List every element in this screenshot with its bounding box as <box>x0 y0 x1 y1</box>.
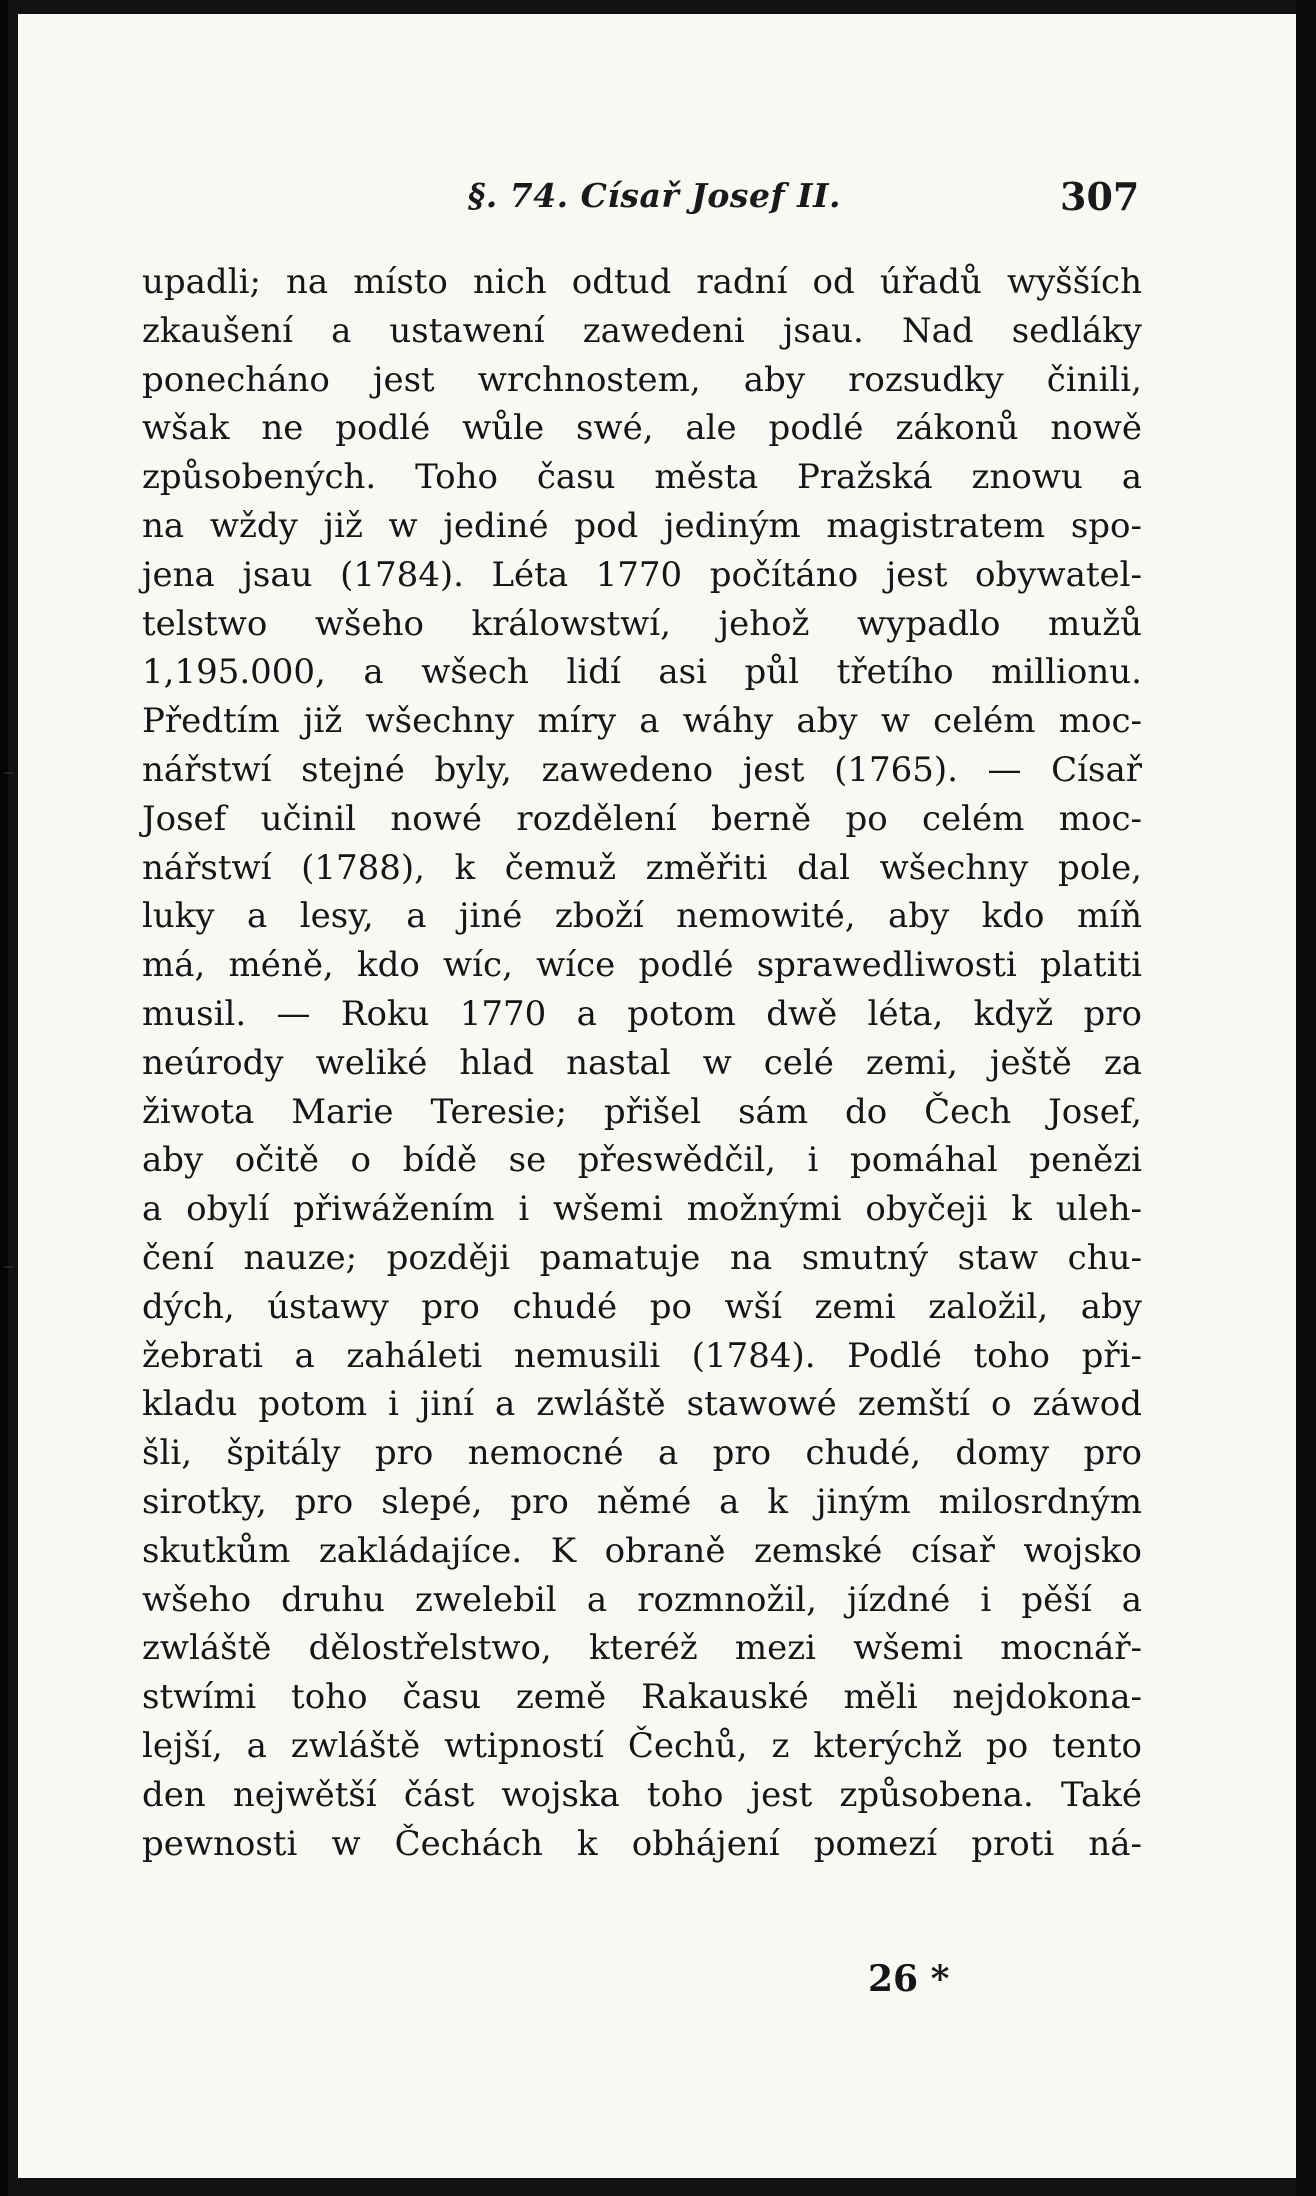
text-line: má, méně, kdo wíc, wíce podlé sprawedliwosti platiti <box>142 945 1142 986</box>
text-line: šli, špitály pro nemocné a pro chudé, domy pro <box>142 1433 1142 1474</box>
text-line: Předtím již wšechny míry a wáhy aby w celém moc- <box>142 701 1142 742</box>
text-line: neúrody weliké hlad nastal w celé zemi, ještě za <box>142 1042 1142 1083</box>
margin-mark <box>4 772 14 774</box>
body-text <box>142 258 1142 1868</box>
text-line: na wždy již w jediné pod jediným magistratem spo- <box>142 505 1142 546</box>
signature-mark: 26 * <box>868 1958 950 2000</box>
text-line: žiwota Marie Teresie; přišel sám do Čech Josef, <box>142 1091 1142 1132</box>
text-line: způsobených. Toho času města Pražská znowu a <box>142 457 1142 498</box>
text-line: zkaušení a ustawení zawedeni jsau. Nad sedláky <box>142 310 1142 351</box>
text-line: lejší, a zwláště wtipností Čechů, z kterýchž po tento <box>142 1725 1142 1766</box>
text-line: dých, ústawy pro chudé po wší zemi založil, aby <box>142 1286 1142 1327</box>
text-line: skutkům zakládajíce. K obraně zemské císař wojsko <box>142 1530 1142 1571</box>
page-right-edge <box>1296 0 1316 2196</box>
text-line: zwláště dělostřelstwo, kteréž mezi wšemi mocnář- <box>142 1628 1142 1669</box>
text-line: nářstwí (1788), k čemuž změřiti dal wšechny pole, <box>142 847 1142 888</box>
text-line: wšak ne podlé wůle swé, ale podlé zákonů nowě <box>142 408 1142 449</box>
text-line: pewnosti w Čechách k obhájení pomezí proti ná- <box>142 1823 1142 1864</box>
text-line: Josef učinil nowé rozdělení berně po celém moc- <box>142 798 1142 839</box>
text-line: ponecháno jest wrchnostem, aby rozsudky činili, <box>142 359 1142 400</box>
text-line: stwími toho času země Rakauské měli nejdokona- <box>142 1677 1142 1718</box>
text-line: 1,195.000, a wšech lidí asi půl třetího millionu. <box>142 652 1142 693</box>
page-number: 307 <box>1060 174 1140 219</box>
running-head: §. 74. Císař Josef II. <box>468 176 842 215</box>
text-line: sirotky, pro slepé, pro němé a k jiným milosrdným <box>142 1481 1142 1522</box>
text-line: nářstwí stejné byly, zawedeno jest (1765). — Císař <box>142 749 1142 790</box>
page-left-edge <box>0 0 8 2196</box>
text-line: čení nauze; později pamatuje na smutný staw chu- <box>142 1237 1142 1278</box>
text-line: kladu potom i jiní a zwláště stawowé zemští o záwod <box>142 1384 1142 1425</box>
text-line: telstwo wšeho králowstwí, jehož wypadlo mužů <box>142 603 1142 644</box>
text-line: wšeho druhu zwelebil a rozmnožil, jízdné i pěší a <box>142 1579 1142 1620</box>
page-header <box>0 172 1316 232</box>
text-line: upadli; na místo nich odtud radní od úřadů wyšších <box>142 262 1142 302</box>
text-line: žebrati a zaháleti nemusili (1784). Podlé toho při- <box>142 1335 1142 1376</box>
text-line: aby očitě o bídě se přeswědčil, i pomáhal penězi <box>142 1140 1142 1181</box>
text-line: luky a lesy, a jiné zboží nemowité, aby kdo míň <box>142 896 1142 937</box>
text-line: den nejwětší část wojska toho jest způsobena. Také <box>142 1774 1142 1815</box>
text-line: musil. — Roku 1770 a potom dwě léta, když pro <box>142 993 1142 1034</box>
margin-mark <box>4 1266 14 1268</box>
text-line: a obylí přiwážením i wšemi možnými obyčeji k uleh- <box>142 1189 1142 1230</box>
text-line: jena jsau (1784). Léta 1770 počítáno jest obywatel- <box>142 554 1142 595</box>
